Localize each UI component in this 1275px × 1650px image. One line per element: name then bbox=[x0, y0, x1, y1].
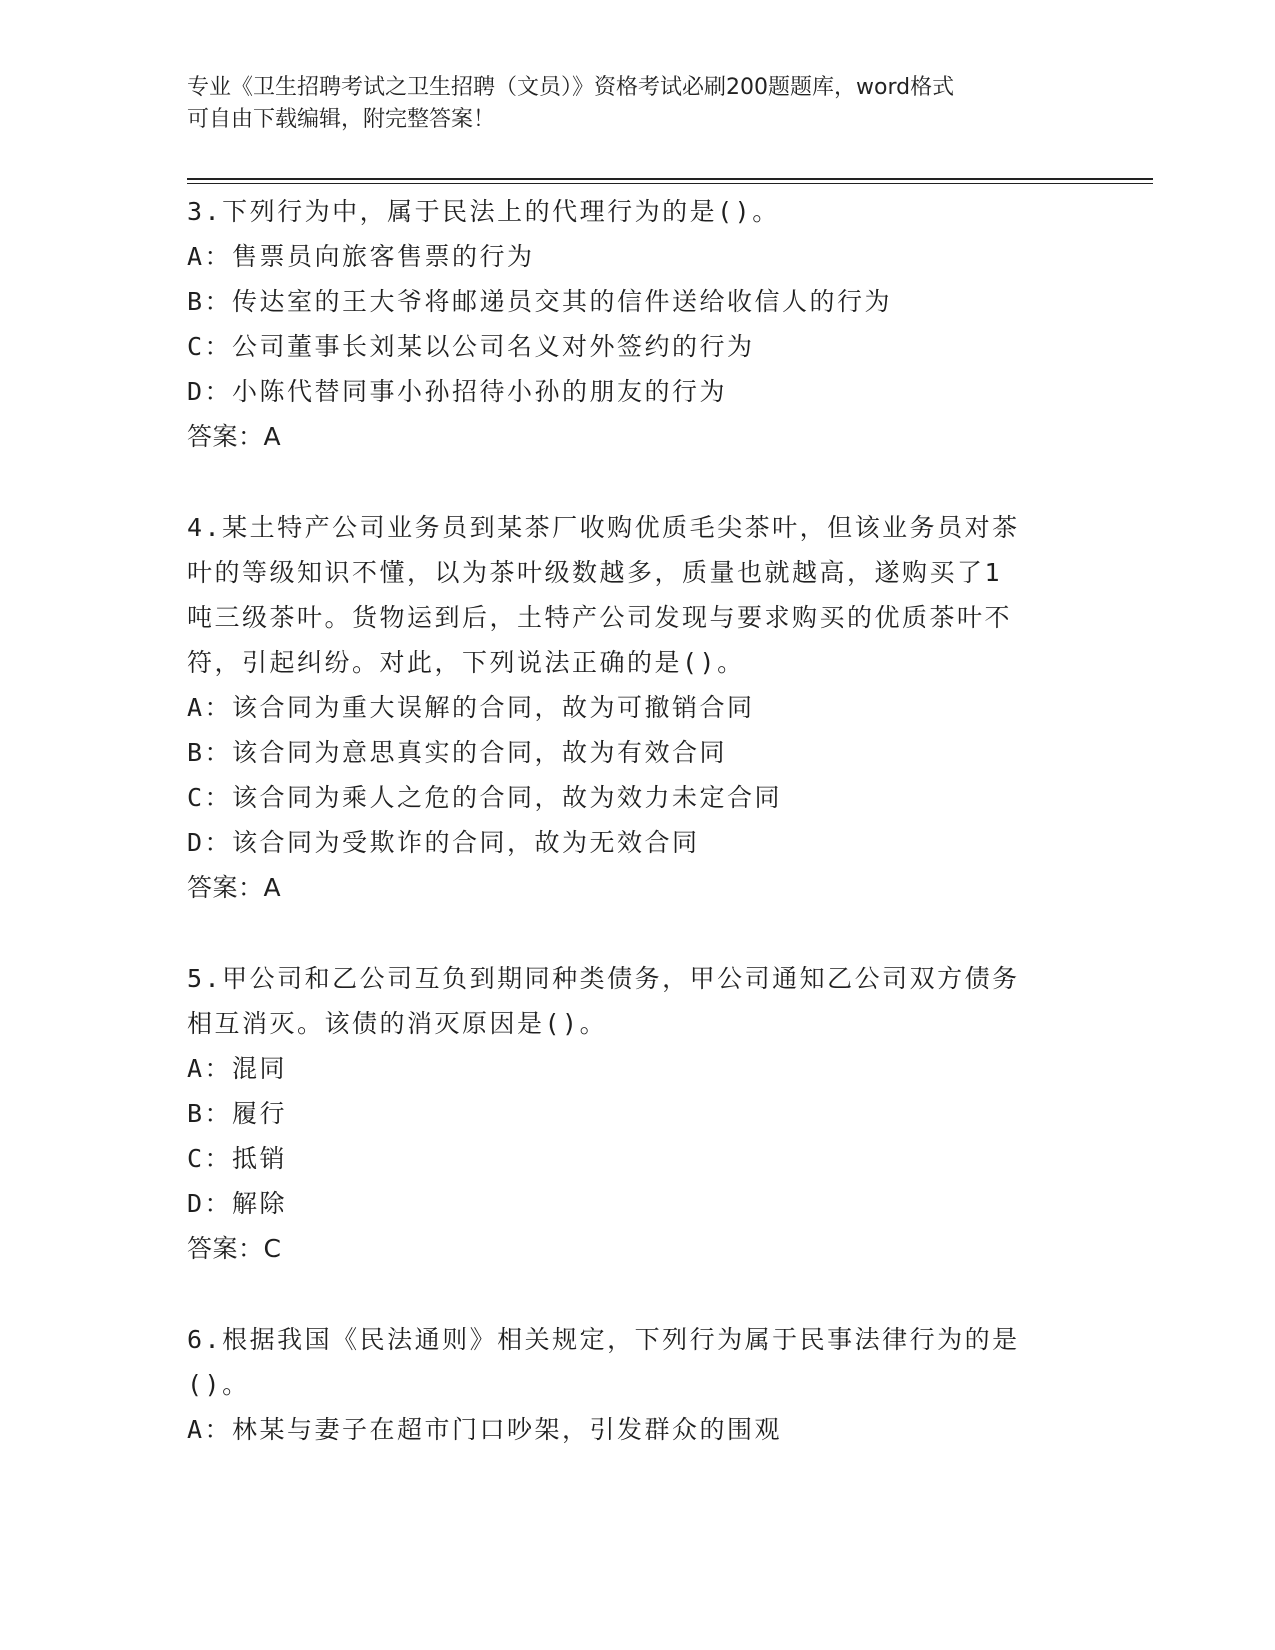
option-d: D：解除 bbox=[187, 1189, 288, 1218]
question-stem-line: 3.下列行为中，属于民法上的代理行为的是()。 bbox=[187, 197, 780, 226]
question-stem-line: ()。 bbox=[187, 1370, 250, 1399]
option-b: B：该合同为意思真实的合同，故为有效合同 bbox=[187, 738, 728, 767]
header-line-2: 可自由下载编辑，附完整答案！ bbox=[187, 107, 496, 132]
document-header bbox=[187, 72, 1067, 136]
question-stem-line: 吨三级茶叶。货物运到后，土特产公司发现与要求购买的优质茶叶不 bbox=[187, 603, 1013, 632]
option-a: A：林某与妻子在超市门口吵架，引发群众的围观 bbox=[187, 1415, 783, 1444]
option-c: C：公司董事长刘某以公司名义对外签约的行为 bbox=[187, 332, 755, 361]
header-divider-thick bbox=[187, 178, 1153, 180]
question-6 bbox=[187, 1317, 1067, 1452]
answer-line: 答案：A bbox=[187, 422, 282, 451]
header-divider-thin bbox=[187, 183, 1153, 184]
question-3 bbox=[187, 189, 1067, 459]
option-a: A：混同 bbox=[187, 1054, 288, 1083]
question-stem-line: 5.甲公司和乙公司互负到期同种类债务，甲公司通知乙公司双方债务 bbox=[187, 964, 1020, 993]
question-stem-line: 相互消灭。该债的消灭原因是()。 bbox=[187, 1009, 608, 1038]
option-a: A：该合同为重大误解的合同，故为可撤销合同 bbox=[187, 693, 755, 722]
answer-line: 答案：A bbox=[187, 873, 282, 902]
answer-line: 答案：C bbox=[187, 1234, 282, 1263]
question-stem-line: 叶的等级知识不懂，以为茶叶级数越多，质量也就越高，遂购买了1 bbox=[187, 558, 1003, 587]
header-line-1: 专业《卫生招聘考试之卫生招聘（文员）》资格考试必刷200题题库，word格式 bbox=[187, 75, 955, 100]
option-d: D：该合同为受欺诈的合同，故为无效合同 bbox=[187, 828, 700, 857]
option-a: A：售票员向旅客售票的行为 bbox=[187, 242, 535, 271]
option-b: B：履行 bbox=[187, 1099, 288, 1128]
option-c: C：该合同为乘人之危的合同，故为效力未定合同 bbox=[187, 783, 783, 812]
question-4 bbox=[187, 505, 1067, 910]
option-d: D：小陈代替同事小孙招待小孙的朋友的行为 bbox=[187, 377, 728, 406]
question-stem-line: 符，引起纠纷。对此，下列说法正确的是()。 bbox=[187, 648, 745, 677]
question-stem-line: 6.根据我国《民法通则》相关规定，下列行为属于民事法律行为的是 bbox=[187, 1325, 1020, 1354]
option-b: B：传达室的王大爷将邮递员交其的信件送给收信人的行为 bbox=[187, 287, 893, 316]
question-stem-line: 4.某土特产公司业务员到某茶厂收购优质毛尖茶叶，但该业务员对茶 bbox=[187, 513, 1020, 542]
option-c: C：抵销 bbox=[187, 1144, 288, 1173]
question-list bbox=[187, 189, 1067, 1498]
question-5 bbox=[187, 956, 1067, 1271]
